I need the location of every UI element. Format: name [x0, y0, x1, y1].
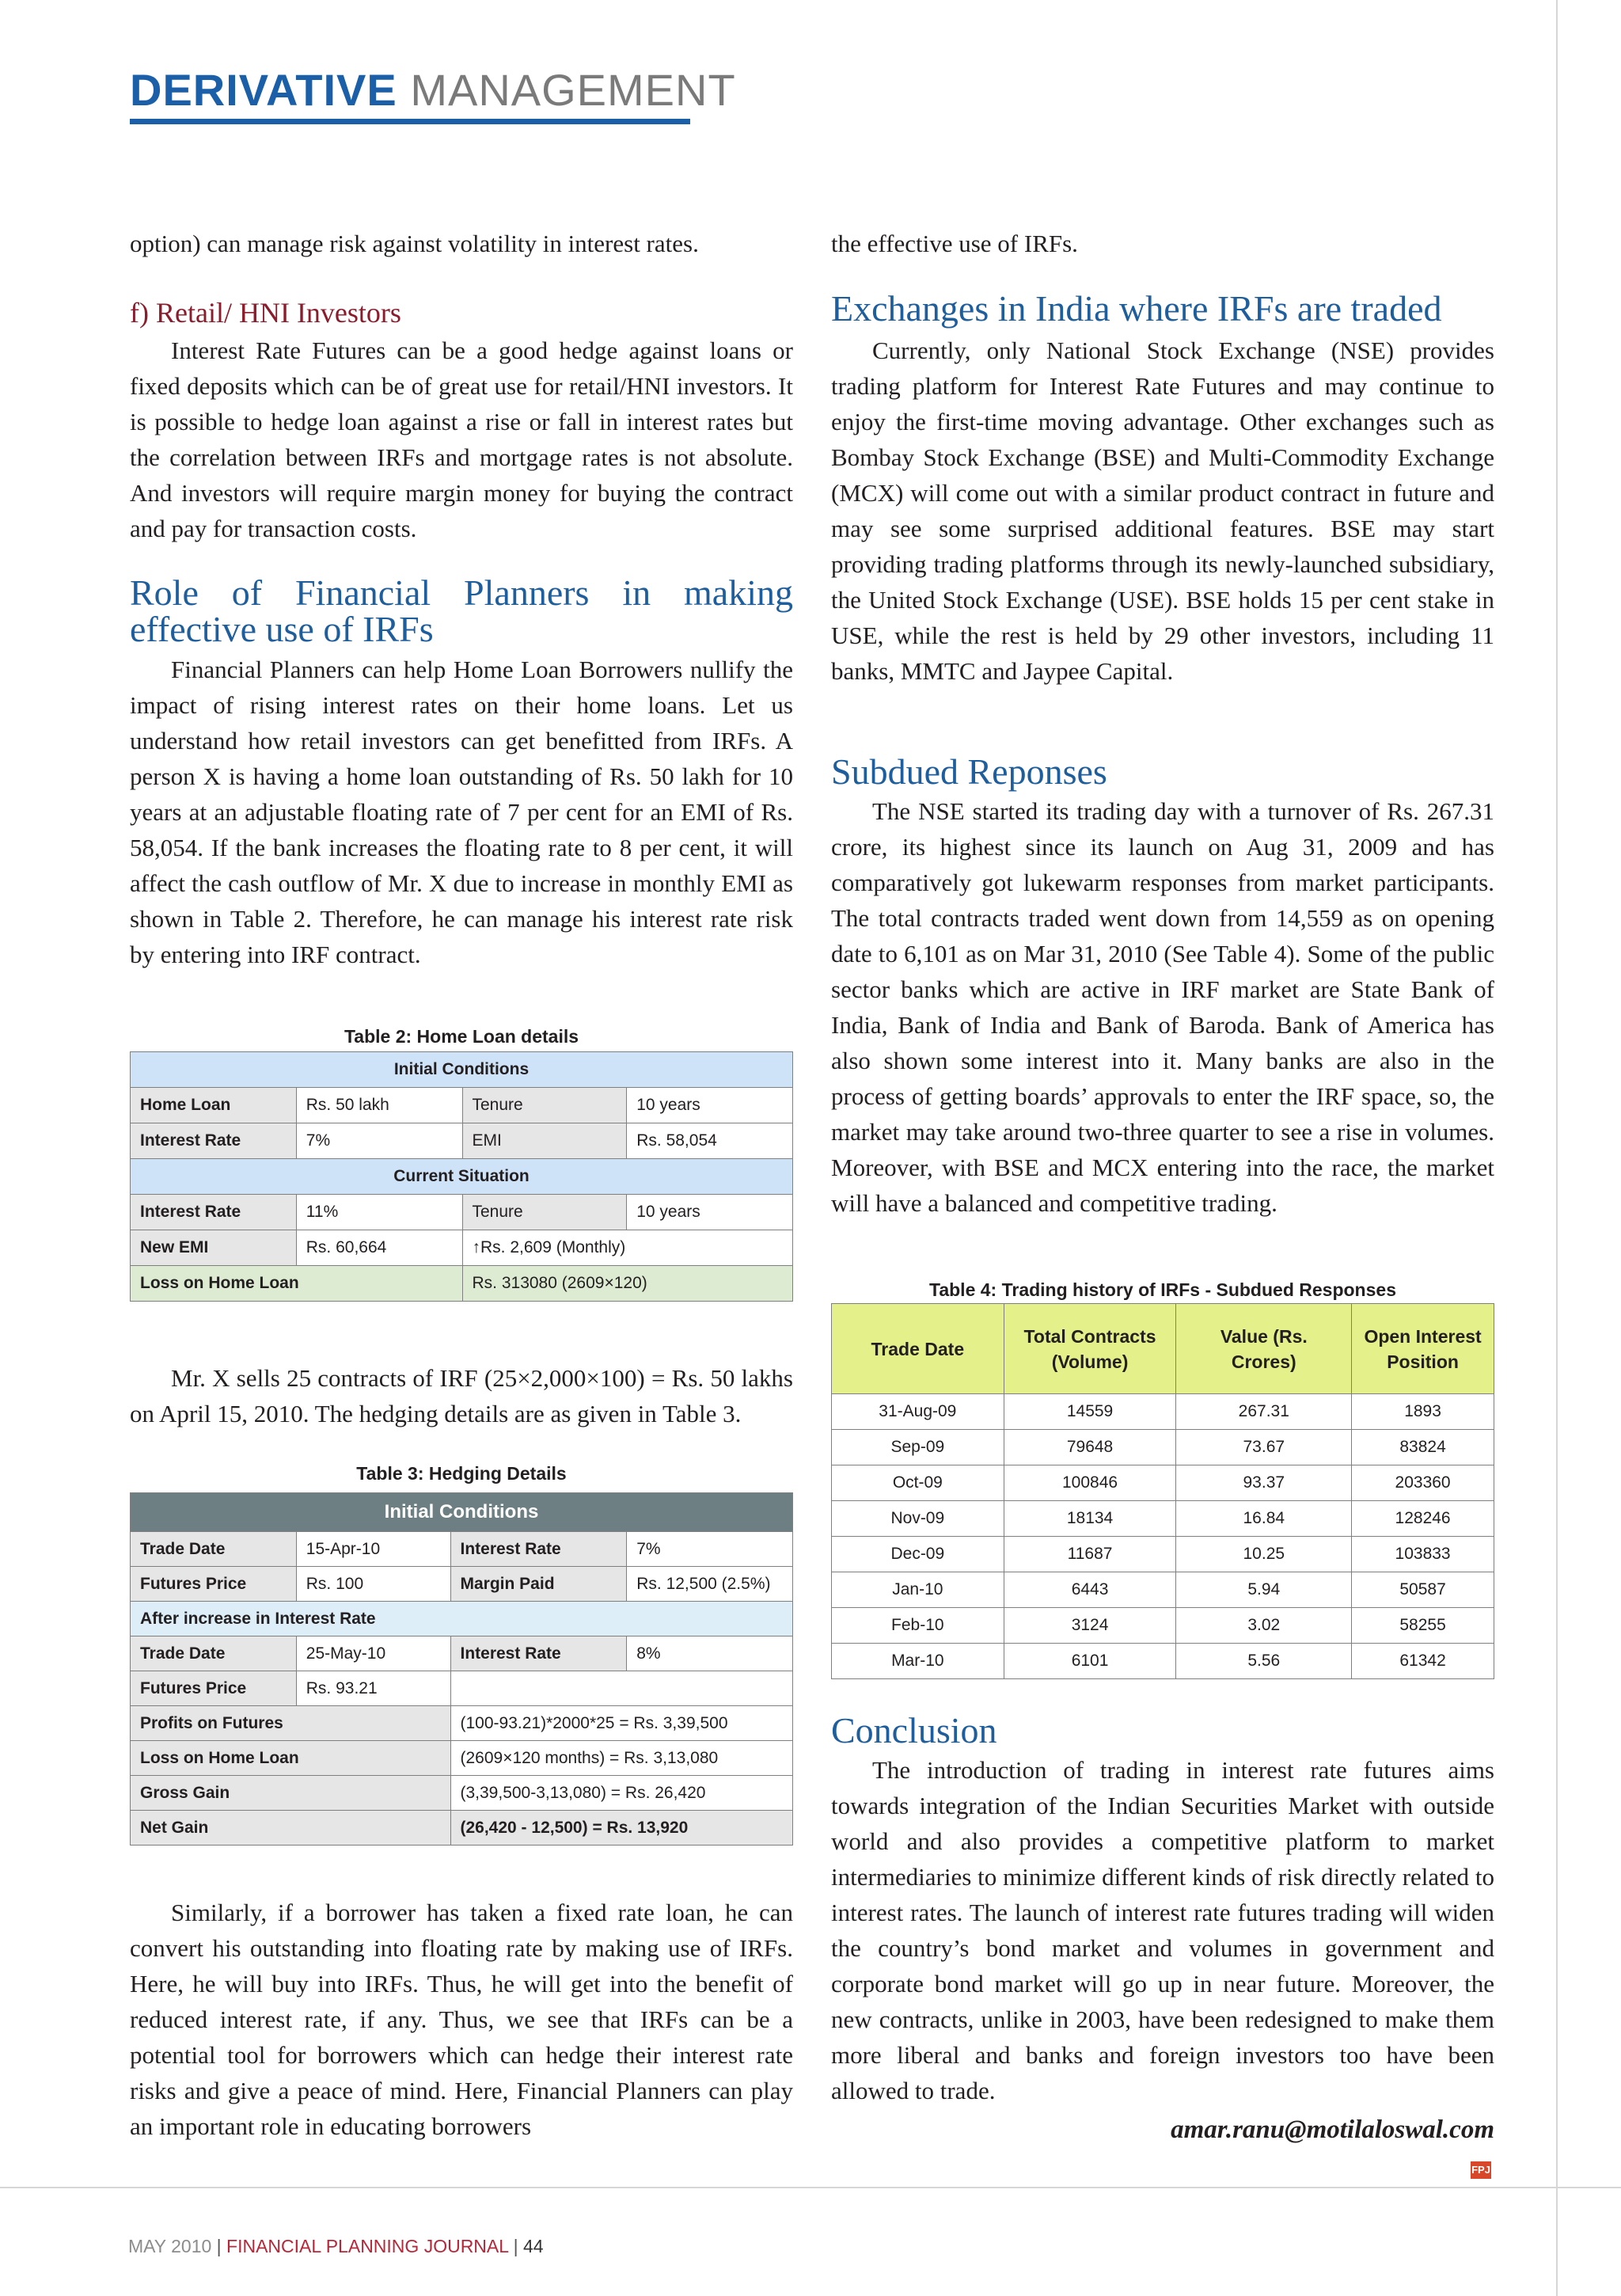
table4-cell: 1893	[1352, 1394, 1494, 1430]
footer-journal: FINANCIAL PLANNING JOURNAL	[226, 2236, 509, 2256]
footer-rule	[0, 2187, 1621, 2188]
table4-cell: 79648	[1004, 1430, 1176, 1465]
table-hedging	[130, 1492, 793, 1846]
table4-caption: Table 4: Trading history of IRFs - Subdued Responses	[929, 1279, 1396, 1300]
table2-cell: EMI	[462, 1123, 627, 1159]
table-row	[832, 1430, 1494, 1465]
table4-cell: 93.37	[1176, 1465, 1352, 1501]
paragraph-exchanges: Currently, only National Stock Exchange (NSE) provides trading platform for Interest Rate Futures and may continue to enjoy the first-time moving advantage. Other exchanges such as Bombay Stock Exchange (BSE) and Multi-Commodity Exchange (MCX) will come out with a similar product contract in future and may see some surprised additional features. BSE may start providing trading platforms through its newly-launched subsidiary, the United Stock Exchange (USE). BSE holds 15 per cent stake in USE, while the rest is held by 29 other investors, including 11 banks, MMTC and Jaypee Capital.	[831, 336, 1494, 685]
table-row	[131, 1706, 793, 1741]
table2-cell: Loss on Home Loan	[131, 1266, 463, 1302]
table4-cell: 5.56	[1176, 1644, 1352, 1679]
table4-cell: Sep-09	[832, 1430, 1004, 1465]
table-row	[131, 1776, 793, 1811]
table-row	[832, 1644, 1494, 1679]
table-home-loan	[130, 1051, 793, 1302]
header-title-light: MANAGEMENT	[410, 65, 736, 115]
table2-section-current: Current Situation	[131, 1159, 793, 1195]
table-row	[832, 1537, 1494, 1572]
table4-cell: 50587	[1352, 1572, 1494, 1608]
table-row	[131, 1266, 793, 1302]
page-footer	[128, 2236, 544, 2257]
table3-cell: Loss on Home Loan	[131, 1741, 451, 1776]
table4-header: Open Interest Position	[1352, 1304, 1494, 1394]
table4-cell: Jan-10	[832, 1572, 1004, 1608]
section-header	[130, 65, 736, 115]
table4-cell: 6101	[1004, 1644, 1176, 1679]
table3-cell: Trade Date	[131, 1532, 297, 1567]
header-underline	[130, 119, 690, 124]
table4-cell: 11687	[1004, 1537, 1176, 1572]
table3-cell: 7%	[627, 1532, 793, 1567]
table4-cell: 3124	[1004, 1608, 1176, 1644]
table3-cell: Interest Rate	[450, 1532, 627, 1567]
table4-cell: 128246	[1352, 1501, 1494, 1537]
table-row	[832, 1572, 1494, 1608]
table2-caption: Table 2: Home Loan details	[344, 1026, 579, 1047]
table-row	[832, 1608, 1494, 1644]
table-row	[131, 1741, 793, 1776]
fpj-logo: FPJ	[1471, 2161, 1491, 2179]
table4-cell: 203360	[1352, 1465, 1494, 1501]
table-row	[131, 1123, 793, 1159]
table4-cell: Dec-09	[832, 1537, 1004, 1572]
table3-section-after: After increase in Interest Rate	[131, 1602, 793, 1636]
table3-cell: (3,39,500-3,13,080) = Rs. 26,420	[450, 1776, 793, 1811]
table-row	[131, 1671, 793, 1706]
table2-cell: Rs. 60,664	[296, 1230, 462, 1266]
table2-cell: ↑Rs. 2,609 (Monthly)	[462, 1230, 793, 1266]
table4-cell: 61342	[1352, 1644, 1494, 1679]
table4-cell: 10.25	[1176, 1537, 1352, 1572]
table4-cell: 6443	[1004, 1572, 1176, 1608]
heading-subdued: Subdued Reponses	[831, 751, 1107, 792]
table3-cell: Trade Date	[131, 1636, 297, 1671]
table3-cell: Profits on Futures	[131, 1706, 451, 1741]
heading-retail: f) Retail/ HNI Investors	[130, 297, 401, 329]
table-row	[131, 1230, 793, 1266]
table4-cell: Feb-10	[832, 1608, 1004, 1644]
table4-cell: 100846	[1004, 1465, 1176, 1501]
table2-cell: 7%	[296, 1123, 462, 1159]
table3-cell: 25-May-10	[296, 1636, 450, 1671]
table2-cell: New EMI	[131, 1230, 297, 1266]
table4-cell: Mar-10	[832, 1644, 1004, 1679]
table-row	[832, 1394, 1494, 1430]
table3-cell: Interest Rate	[450, 1636, 627, 1671]
table4-cell: 31-Aug-09	[832, 1394, 1004, 1430]
paragraph-subdued: The NSE started its trading day with a turnover of Rs. 267.31 crore, its highest since its launch on Aug 31, 2009 and has comparatively got lukewarm responses from market participants. The total contracts traded went down from 14,559 as on opening date to 6,101 as on Mar 31, 2010 (See Table 4). Some of the public sector banks which are active in IRF market are State Bank of India, Bank of India and Bank of Baroda. Bank of America has also shown some interest into it. Many banks are also in the process of getting boards’ approvals to enter the IRF space, so, the market may take around two-three quarter to see a rise in volumes. Moreover, with BSE and MCX entering into the race, the market will have a balanced and competitive trading.	[831, 797, 1494, 1217]
table2-cell: Interest Rate	[131, 1123, 297, 1159]
table2-cell: 10 years	[627, 1088, 793, 1123]
right-margin-rule	[1556, 0, 1558, 2296]
table3-cell: (26,420 - 12,500) = Rs. 13,920	[450, 1811, 793, 1846]
table-row	[131, 1195, 793, 1230]
heading-exchanges: Exchanges in India where IRFs are traded	[831, 288, 1442, 329]
table3-cell: Margin Paid	[450, 1567, 627, 1602]
heading-role-line1: Role of Financial Planners in making	[130, 572, 793, 613]
table4-header: Value (Rs. Crores)	[1176, 1304, 1352, 1394]
table2-cell: Home Loan	[131, 1088, 297, 1123]
table-row	[131, 1636, 793, 1671]
table3-cell: 15-Apr-10	[296, 1532, 450, 1567]
table4-body	[832, 1394, 1494, 1679]
table4-header: Total Contracts (Volume)	[1004, 1304, 1176, 1394]
table2-section-initial: Initial Conditions	[131, 1052, 793, 1088]
footer-separator: |	[513, 2236, 518, 2256]
table-row	[131, 1567, 793, 1602]
table4-cell: Nov-09	[832, 1501, 1004, 1537]
table-row	[131, 1532, 793, 1567]
table3-cell: Gross Gain	[131, 1776, 451, 1811]
table4-cell: 16.84	[1176, 1501, 1352, 1537]
table3-cell: Net Gain	[131, 1811, 451, 1846]
table3-cell: (2609×120 months) = Rs. 3,13,080	[450, 1741, 793, 1776]
table4-cell: 58255	[1352, 1608, 1494, 1644]
table2-cell: Interest Rate	[131, 1195, 297, 1230]
table4-cell: 83824	[1352, 1430, 1494, 1465]
table-trading-history	[831, 1303, 1494, 1679]
table4-cell: 18134	[1004, 1501, 1176, 1537]
left-continuation: option) can manage risk against volatility in interest rates.	[130, 230, 699, 257]
table2-cell: Rs. 313080 (2609×120)	[462, 1266, 793, 1302]
heading-role-line2: effective use of IRFs	[130, 609, 434, 649]
table-row	[832, 1501, 1494, 1537]
table4-cell: 267.31	[1176, 1394, 1352, 1430]
table4-cell: 3.02	[1176, 1608, 1352, 1644]
paragraph-role: Financial Planners can help Home Loan Borrowers nullify the impact of rising interest rates on their home loans. Let us understand how retail investors can get benefitted from IRFs. A person X is having a home loan outstanding of Rs. 50 lakh for 10 years at an adjustable floating rate of 7 per cent for an EMI of Rs. 58,054. If the bank increases the floating rate to 8 per cent, it will affect the cash outflow of Mr. X due to increase in monthly EMI as shown in Table 2. Therefore, he can manage his interest rate risk by entering into IRF contract.	[130, 656, 793, 968]
footer-month: MAY 2010	[128, 2236, 212, 2256]
footer-separator: |	[216, 2236, 222, 2256]
table4-header-row	[832, 1304, 1494, 1394]
header-title-bold: DERIVATIVE	[130, 65, 397, 115]
paragraph-sells: Mr. X sells 25 contracts of IRF (25×2,000×100) = Rs. 50 lakhs on April 15, 2010. The hedging details are as given in Table 3.	[130, 1364, 793, 1427]
table3-section-initial: Initial Conditions	[131, 1493, 793, 1532]
right-continuation: the effective use of IRFs.	[831, 230, 1078, 257]
author-email[interactable]: amar.ranu@motilaloswal.com	[1171, 2115, 1494, 2144]
table4-cell: 73.67	[1176, 1430, 1352, 1465]
paragraph-retail: Interest Rate Futures can be a good hedge against loans or fixed deposits which can be of great use for retail/HNI investors. It is possible to hedge loan against a rise or fall in interest rates but the correlation between IRFs and mortgage rates is not absolute. And investors will require margin money for buying the contract and pay for transaction costs.	[130, 336, 793, 542]
table3-cell: Futures Price	[131, 1567, 297, 1602]
table4-header: Trade Date	[832, 1304, 1004, 1394]
table3-caption: Table 3: Hedging Details	[356, 1463, 567, 1484]
table2-cell: Tenure	[462, 1195, 627, 1230]
table-row	[131, 1811, 793, 1846]
table2-cell: 11%	[296, 1195, 462, 1230]
table3-cell: 8%	[627, 1636, 793, 1671]
table4-cell: 5.94	[1176, 1572, 1352, 1608]
table3-cell: (100-93.21)*2000*25 = Rs. 3,39,500	[450, 1706, 793, 1741]
table4-cell: 14559	[1004, 1394, 1176, 1430]
table3-cell-empty	[450, 1671, 793, 1706]
table-row	[832, 1465, 1494, 1501]
page-number: 44	[522, 2236, 544, 2256]
table3-cell: Rs. 12,500 (2.5%)	[627, 1567, 793, 1602]
paragraph-similarly: Similarly, if a borrower has taken a fixed rate loan, he can convert his outstanding into floating rate by making use of IRFs. Here, he will buy into IRFs. Thus, he will get into the benefit of reduced interest rate, if any. Thus, we see that IRFs can be a potential tool for borrowers which can hedge their interest rate risks and give a peace of mind. Here, Financial Planners can play an important role in educating borrowers	[130, 1899, 793, 2140]
table2-cell: 10 years	[627, 1195, 793, 1230]
table3-cell: Futures Price	[131, 1671, 297, 1706]
table3-cell: Rs. 93.21	[296, 1671, 450, 1706]
paragraph-conclusion: The introduction of trading in interest rate futures aims towards integration of the Indian Securities Market with outside world and also provides a competitive platform to market intermediaries to minimize different kinds of risk directly related to interest rates. The launch of interest rate futures trading will widen the country’s bond market and volumes in government and corporate bond market will go up in near future. Moreover, the new contracts, unlike in 2003, have been redesigned to make them more liberal and banks and foreign investors too have been allowed to trade.	[831, 1756, 1494, 2104]
heading-conclusion: Conclusion	[831, 1710, 997, 1751]
table3-cell: Rs. 100	[296, 1567, 450, 1602]
table4-cell: Oct-09	[832, 1465, 1004, 1501]
table2-cell: Tenure	[462, 1088, 627, 1123]
table2-cell: Rs. 58,054	[627, 1123, 793, 1159]
table-row	[131, 1088, 793, 1123]
table4-cell: 103833	[1352, 1537, 1494, 1572]
table2-cell: Rs. 50 lakh	[296, 1088, 462, 1123]
